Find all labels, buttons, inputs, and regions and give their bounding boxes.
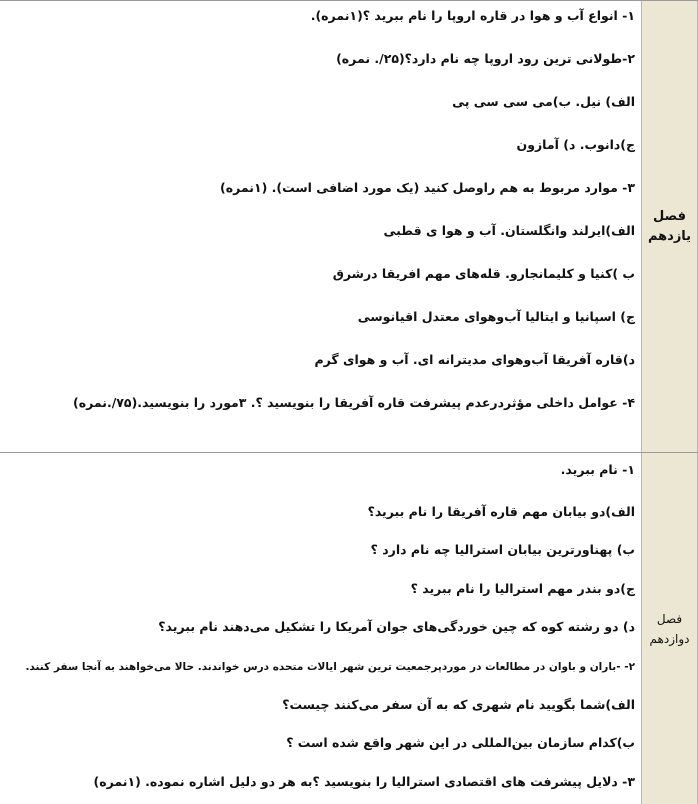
question-1: ۱- نام ببرید. <box>560 462 635 477</box>
question-1: ۱- انواع آب و هوا در قاره اروپا را نام ببرید ؟(۱نمره). <box>310 8 635 23</box>
chapter-12-section <box>0 453 698 804</box>
question-3: ۳- موارد مربوط به هم راوصل کنید (یک مورد اضافی است). (۱نمره) <box>220 180 635 195</box>
chapter-label-ordinal: یازدهم <box>647 228 692 244</box>
question-4: ۴- عوامل داخلی مؤثردرعدم پیشرفت قاره آفریقا را بنویسید ؟. ۳مورد را بنویسید.(۷۵/.نمره) <box>73 395 635 410</box>
question-3-item-a: الف)ایرلند وانگلستان. آب و هوا ی قطبی <box>383 223 635 238</box>
chapter-label-cell <box>641 453 698 804</box>
question-2-item-a: الف)شما بگویید نام شهری که به آن سفر می‌کنند چیست؟ <box>282 697 635 712</box>
question-3-item-c: ج) اسپانیا و ایتالیا آب‌وهوای معتدل اقیانوسی <box>357 309 635 324</box>
question-1-item-c: ج)دو بندر مهم استرالیا را نام ببرید ؟ <box>410 581 635 596</box>
chapter-label <box>648 207 691 247</box>
question-2-options-ab: الف) نیل. ب)می سی سی پی <box>452 94 635 109</box>
questions-block <box>0 1 641 452</box>
question-3-item-d: د)قاره آفریقا آب‌وهوای مدیترانه ای. آب و هوای گرم <box>314 352 635 367</box>
chapter-label <box>650 609 690 649</box>
question-2-options-cd: ج)دانوب. د) آمازون <box>516 137 635 152</box>
question-1-item-b: ب) پهناورترین بیابان استرالیا چه نام دارد ؟ <box>370 542 635 557</box>
question-2: ۲-طولانی ترین رود اروپا چه نام دارد؟(۲۵/. نمره) <box>336 51 635 66</box>
question-1-item-d: د) دو رشته کوه که چین خوردگی‌های جوان آمریکا را تشکیل می‌دهند نام ببرید؟ <box>158 619 635 634</box>
question-2: ۲- -باران و باوان در مطالعات در موردپرجمعیت ترین شهر ایالات متحده درس خواندند. حالا می‌خواهند به آنجا سفر کنند. <box>25 661 635 673</box>
question-1-item-a: الف)دو بیابان مهم قاره آفریقا را نام ببرید؟ <box>367 504 635 519</box>
chapter-label-word: فصل <box>656 611 683 626</box>
question-3-item-b: ب )کنیا و کلیمانجارو. قله‌های مهم افریقا درشرق <box>332 266 635 281</box>
chapter-label-ordinal: دوازدهم <box>649 631 690 646</box>
chapter-label-word: فصل <box>653 208 686 224</box>
question-2-item-b: ب)کدام سازمان بین‌المللی در این شهر واقع شده است ؟ <box>286 735 635 750</box>
chapter-label-cell <box>641 1 698 452</box>
questions-block <box>0 453 641 804</box>
question-3: ۳- دلایل پیشرفت های اقتصادی استرالیا را بنویسید ؟به هر دو دلیل اشاره نموده. (۱نمره) <box>93 774 635 789</box>
